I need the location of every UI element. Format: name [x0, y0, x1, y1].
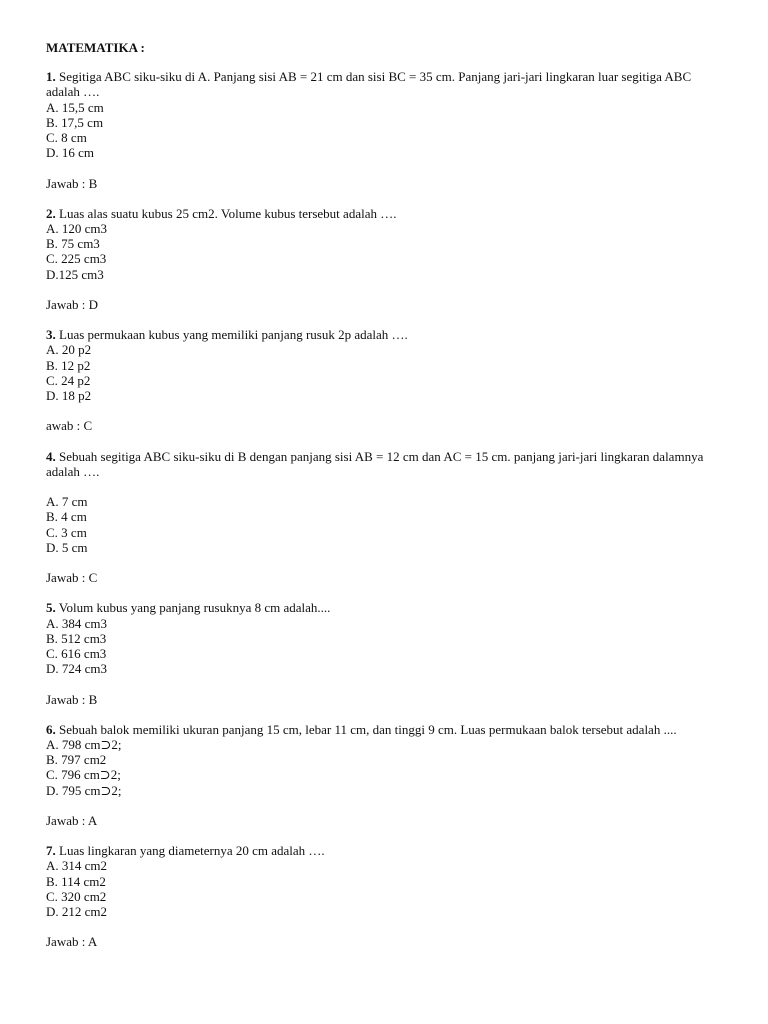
spacer — [46, 479, 716, 494]
answer-options — [46, 494, 716, 555]
question-2 — [46, 206, 716, 312]
question-number: 2. — [46, 205, 56, 221]
question-text: Luas permukaan kubus yang memiliki panjang rusuk 2p adalah …. — [55, 327, 408, 343]
option-d: D. 724 cm3 — [46, 661, 108, 677]
question-number: 7. — [46, 843, 56, 859]
spacer — [46, 798, 716, 813]
option-b: B. 75 cm3 — [46, 236, 100, 252]
option-d: D. 18 p2 — [46, 388, 92, 404]
option-d: D.125 cm3 — [46, 266, 104, 282]
question-number: 4. — [46, 448, 56, 464]
question-text: Luas lingkaran yang diameternya 20 cm adalah …. — [55, 843, 325, 859]
option-a: A. 798 cm⊃2; — [46, 737, 122, 753]
question-6 — [46, 722, 716, 828]
option-c: C. 225 cm3 — [46, 251, 107, 267]
spacer — [46, 919, 716, 934]
option-a: A. 314 cm2 — [46, 858, 108, 874]
option-d: D. 5 cm — [46, 539, 88, 555]
answer-options — [46, 858, 716, 919]
spacer — [46, 282, 716, 297]
option-a: A. 20 p2 — [46, 342, 92, 358]
option-c: C. 796 cm⊃2; — [46, 767, 121, 783]
option-b: B. 797 cm2 — [46, 752, 107, 768]
question-7 — [46, 843, 716, 949]
option-d: D. 795 cm⊃2; — [46, 782, 122, 798]
question-text: Volum kubus yang panjang rusuknya 8 cm adalah.... — [55, 600, 331, 616]
question-number: 1. — [46, 69, 56, 85]
spacer — [46, 160, 716, 175]
question-text: Sebuah segitiga ABC siku-siku di B dengan panjang sisi AB = 12 cm dan AC = 15 cm. panjang jari-jari lingkaran dalamnya adalah …. — [46, 448, 704, 479]
option-b: B. 114 cm2 — [46, 873, 106, 889]
option-a: A. 120 cm3 — [46, 221, 108, 237]
question-stem — [46, 327, 716, 342]
option-b: B. 17,5 cm — [46, 114, 104, 130]
question-5 — [46, 600, 716, 706]
option-c: C. 3 cm — [46, 524, 87, 540]
question-4 — [46, 449, 716, 586]
option-b: B. 512 cm3 — [46, 630, 107, 646]
question-stem — [46, 69, 716, 99]
question-3 — [46, 327, 716, 433]
answer-key: Jawab : B — [46, 691, 98, 707]
answer-options — [46, 221, 716, 282]
answer-options — [46, 342, 716, 403]
spacer — [46, 676, 716, 691]
question-stem — [46, 206, 716, 221]
option-b: B. 12 p2 — [46, 357, 91, 373]
question-number: 5. — [46, 600, 56, 616]
option-c: C. 24 p2 — [46, 372, 91, 388]
question-number: 3. — [46, 327, 56, 343]
answer-options — [46, 616, 716, 677]
option-d: D. 212 cm2 — [46, 904, 108, 920]
answer-key: Jawab : A — [46, 934, 98, 950]
question-stem — [46, 449, 716, 479]
option-a: A. 384 cm3 — [46, 615, 108, 631]
question-stem — [46, 722, 716, 737]
answer-options — [46, 100, 716, 161]
question-text: Luas alas suatu kubus 25 cm2. Volume kubus tersebut adalah …. — [55, 205, 397, 221]
question-number: 6. — [46, 721, 56, 737]
question-stem — [46, 843, 716, 858]
option-a: A. 15,5 cm — [46, 99, 104, 115]
spacer — [46, 555, 716, 570]
answer-key: Jawab : A — [46, 813, 98, 829]
spacer — [46, 403, 716, 418]
document-page — [46, 40, 716, 965]
document-title: MATEMATIKA : — [46, 40, 145, 55]
option-c: C. 320 cm2 — [46, 888, 107, 904]
answer-options — [46, 737, 716, 798]
option-c: C. 616 cm3 — [46, 646, 107, 662]
answer-key: Jawab : C — [46, 570, 98, 586]
answer-key: Jawab : B — [46, 175, 98, 191]
option-b: B. 4 cm — [46, 509, 87, 525]
answer-key: awab : C — [46, 418, 93, 434]
answer-key: Jawab : D — [46, 297, 98, 313]
option-a: A. 7 cm — [46, 494, 88, 510]
question-text: Segitiga ABC siku-siku di A. Panjang sisi AB = 21 cm dan sisi BC = 35 cm. Panjang jari-jari lingkaran luar segitiga ABC adalah …. — [46, 69, 692, 100]
question-text: Sebuah balok memiliki ukuran panjang 15 cm, lebar 11 cm, dan tinggi 9 cm. Luas permukaan balok tersebut adalah .... — [55, 721, 677, 737]
option-c: C. 8 cm — [46, 130, 87, 146]
question-stem — [46, 600, 716, 615]
question-1 — [46, 69, 716, 191]
option-d: D. 16 cm — [46, 145, 95, 161]
